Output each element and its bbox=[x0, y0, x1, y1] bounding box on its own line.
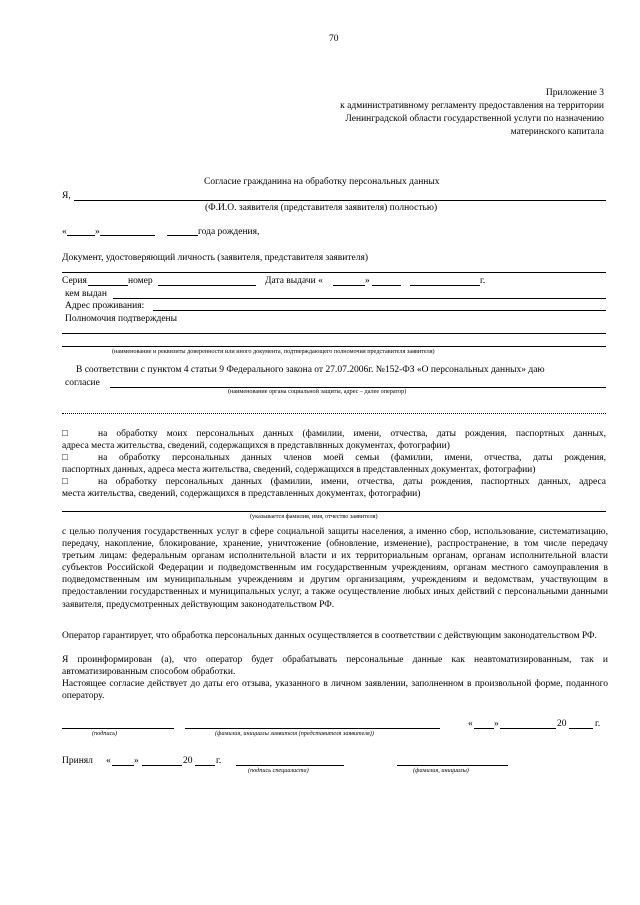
specialist-signature-field[interactable] bbox=[236, 765, 344, 766]
accepted-date-open-quote: « bbox=[106, 756, 111, 766]
series-label: Серия bbox=[62, 276, 87, 286]
option-3-checkbox[interactable]: □ bbox=[62, 477, 68, 487]
option-1-tail: адреса места жительства, сведений, содержащихся в представлвнных документах, фотографии) bbox=[62, 441, 450, 451]
number-label: номер bbox=[128, 276, 153, 286]
birth-text: года рождения, bbox=[198, 227, 260, 237]
operator-field-2[interactable] bbox=[62, 413, 606, 414]
authority-field-2[interactable] bbox=[62, 346, 606, 347]
validity-paragraph: Настоящее согласие действует до даты его отзыва, указанного в личном заявлении, заполненном в произвольной форме, поданного оператору. bbox=[62, 679, 608, 702]
signature-caption: (подпись) bbox=[92, 730, 118, 737]
operator-paragraph: Оператор гарантирует, что обработка персональных данных осуществляется в соответствии с действующим законодательством РФ. bbox=[62, 631, 597, 641]
applicant-name-field[interactable] bbox=[185, 728, 440, 729]
issued-by-label: кем выдан bbox=[65, 289, 107, 299]
appendix-line-2: к административному регламенту предоставления на территории bbox=[340, 101, 604, 111]
appendix-line-3: Ленинградской области государственной услуги по назначению bbox=[345, 114, 604, 124]
series-field[interactable] bbox=[88, 285, 128, 286]
issue-year-suffix: г. bbox=[480, 276, 486, 286]
operator-caption: (наименование органа социальной защиты, адрес – далее оператор) bbox=[228, 388, 407, 395]
purpose-paragraph: с целью получения государственных услуг в сфере социальной защиты населения, а именно сбор, использование, систематизацию, передачу, накопление, блокирование, хранение, уничтожение (обновление, изменение), распространение, в том числе передачу третьим лицам: федеральным органам исполнительной власти и их территориальным органам, органам исполнительной власти субъектов Российской Федерации и подведомственным им государственным учреждениям, органам местного самоуправления в подведомственным им муниципальным учреждениям и другим организациям, учреждениям и ведомствам, участвующим в предоставлении государственных и муниципальных услуг, а также осуществление любых иных действий с персональными данными заявителя, предусмотренных действующим законодательством РФ. bbox=[62, 527, 608, 610]
option-2-head: на обработку персональных данных членов моей семьи (фамилии, имени, отчества, даты рождения, bbox=[98, 453, 606, 463]
date-year-suffix: г. bbox=[595, 719, 601, 729]
authority-label: Полномочия подтверждены bbox=[65, 314, 178, 324]
fio-caption: (Ф.И.О. заявителя (представителя заявителя) полностью) bbox=[205, 203, 438, 213]
person-caption: (указывается фамилия, имя, отчество заявителя) bbox=[250, 513, 378, 520]
signature-field[interactable] bbox=[62, 728, 174, 729]
issue-date-close-quote: » bbox=[365, 276, 370, 286]
appendix-line-1: Приложение 3 bbox=[545, 88, 604, 98]
specialist-name-field[interactable] bbox=[397, 765, 508, 766]
date-year-field[interactable] bbox=[569, 728, 593, 729]
accepted-year-prefix: 20 bbox=[183, 756, 193, 766]
person-field[interactable] bbox=[62, 511, 606, 512]
informed-paragraph: Я проинформирован (а), что оператор будет обрабатывать персональные данные как неавтоматизированным, так и автоматизированным способом обработки. bbox=[62, 655, 608, 678]
issue-date-label: Дата выдачи « bbox=[265, 276, 323, 286]
consent-label: согласие bbox=[65, 378, 100, 388]
document-field[interactable] bbox=[62, 272, 606, 273]
issue-year-field[interactable] bbox=[410, 285, 480, 286]
date-close-quote: » bbox=[494, 719, 499, 729]
issue-month-field[interactable] bbox=[372, 285, 401, 286]
authority-caption: (наименование и реквизиты доверенности или иного документа, подтверждающего полномочия представителя заявителя) bbox=[112, 348, 435, 355]
applicant-name-caption: (фамилия, инициалы заявителя (представителя заявителя)) bbox=[215, 730, 374, 737]
option-1-checkbox[interactable]: □ bbox=[62, 429, 68, 439]
birth-day-field[interactable] bbox=[67, 235, 95, 236]
accordance-line: В соответствии с пунктом 4 статьи 9 Федерального закона от 27.07.2006г. №152-ФЗ «О персональных данных» даю bbox=[76, 365, 545, 375]
appendix-line-4: материнского капитала bbox=[510, 127, 604, 137]
date-year-prefix: 20 bbox=[557, 719, 567, 729]
date-month-field[interactable] bbox=[500, 728, 556, 729]
document-label: Документ, удостоверяющий личность (заявителя, представителя заявителя) bbox=[62, 253, 369, 263]
specialist-name-caption: (фамилия, инициалы) bbox=[413, 767, 469, 774]
option-3-head: на обработку персональных данных (фамилии, имени, отчества, даты рождения, паспортных данных, адреса bbox=[98, 477, 606, 487]
page-number: 70 bbox=[329, 34, 339, 44]
accepted-year-field[interactable] bbox=[195, 765, 215, 766]
specialist-signature-caption: (подпись специалиста) bbox=[248, 767, 309, 774]
option-3-tail: места жительства, сведений, содержащихся в представленных документах, фотографии) bbox=[62, 489, 421, 499]
date-day-field[interactable] bbox=[474, 728, 494, 729]
document-title: Согласие гражданина на обработку персональных данных bbox=[204, 177, 440, 187]
accepted-year-suffix: г. bbox=[216, 756, 222, 766]
accepted-date-close-quote: » bbox=[134, 756, 139, 766]
birth-month-field[interactable] bbox=[100, 235, 155, 236]
option-2-checkbox[interactable]: □ bbox=[62, 453, 68, 463]
option-1-head: на обработку моих персональных данных (фамилии, имени, отчества, даты рождения, паспортных данных, bbox=[98, 429, 606, 439]
authority-field-1[interactable] bbox=[62, 333, 606, 334]
issued-by-field[interactable] bbox=[113, 298, 606, 299]
accepted-label: Принял bbox=[62, 756, 93, 766]
accepted-day-field[interactable] bbox=[112, 765, 134, 766]
address-label: Адрес проживания: bbox=[65, 301, 145, 311]
fio-field[interactable] bbox=[74, 200, 606, 201]
ya-label: Я, bbox=[62, 191, 71, 201]
accepted-month-field[interactable] bbox=[142, 765, 182, 766]
birth-open-quote: « bbox=[62, 227, 67, 237]
date-open-quote: « bbox=[468, 719, 473, 729]
option-2-tail: паспортных данных, адреса места жительства, сведений, содержащихся в представленных документах, фотографии) bbox=[62, 465, 536, 475]
issue-day-field[interactable] bbox=[333, 285, 365, 286]
birth-close-quote: » bbox=[95, 227, 100, 237]
number-field[interactable] bbox=[158, 285, 256, 286]
address-field[interactable] bbox=[153, 310, 606, 311]
birth-year-field[interactable] bbox=[167, 235, 198, 236]
